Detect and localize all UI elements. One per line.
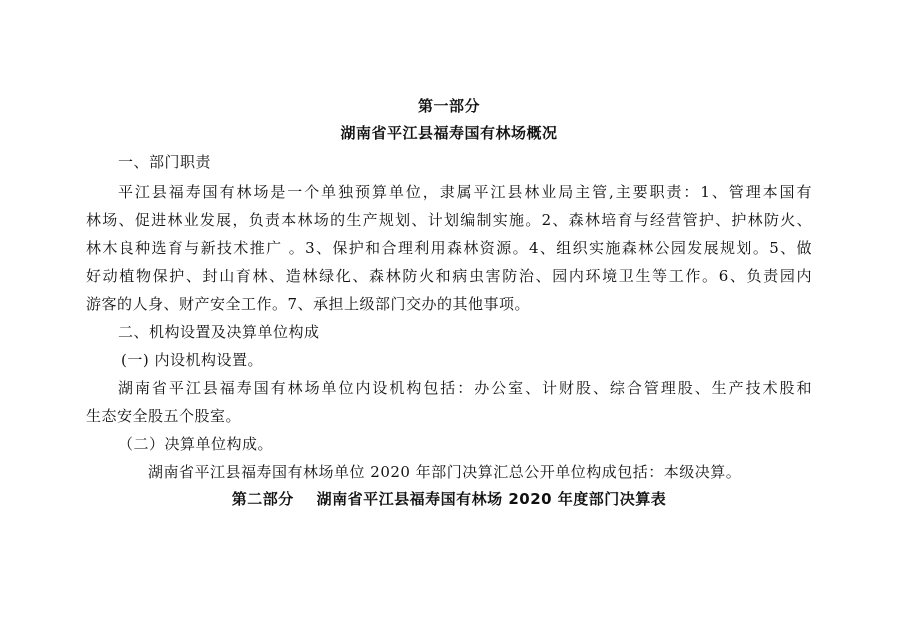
part2-heading: 第二部分 湖南省平江县福寿国有林场 2020 年度部门决算表 xyxy=(231,490,667,508)
section1-paragraph-line: 好动植物保护、封山育林、造林绿化、森林防火和病虫害防治、园内环境卫生等工作。6、负责园内 xyxy=(86,267,812,285)
section2-sub1-line: 生态安全股五个股室。 xyxy=(86,407,242,425)
section2-sub1-line: 湖南省平江县福寿国有林场单位内设机构包括：办公室、计财股、综合管理股、生产技术股和 xyxy=(118,379,812,397)
section2-title: 二、机构设置及决算单位构成 xyxy=(118,323,320,341)
section1-paragraph-line: 林场、促进林业发展，负责本林场的生产规划、计划编制实施。2、森林培育与经营管护、护林防火、 xyxy=(86,211,812,229)
section1-paragraph-line: 平江县福寿国有林场是一个单独预算单位，隶属平江县林业局主管,主要职责：1、管理本国有 xyxy=(118,183,812,201)
section2-sub1-title: (一) 内设机构设置。 xyxy=(121,351,263,369)
section1-title: 一、部门职责 xyxy=(118,153,212,171)
section2-sub2-line: 湖南省平江县福寿国有林场单位 2020 年部门决算汇总公开单位构成包括：本级决算。 xyxy=(148,463,742,481)
section2-sub2-title: （二）决算单位构成。 xyxy=(118,435,274,453)
part1-heading: 第一部分 xyxy=(417,97,480,115)
part1-subtitle: 湖南省平江县福寿国有林场概况 xyxy=(340,124,558,142)
section1-paragraph-line: 林木良种选育与新技术推广 。3、保护和合理利用森林资源。4、组织实施森林公园发展规划。5、做 xyxy=(86,239,812,257)
section1-paragraph-line: 游客的人身、财产安全工作。7、承担上级部门交办的其他事项。 xyxy=(86,295,531,313)
